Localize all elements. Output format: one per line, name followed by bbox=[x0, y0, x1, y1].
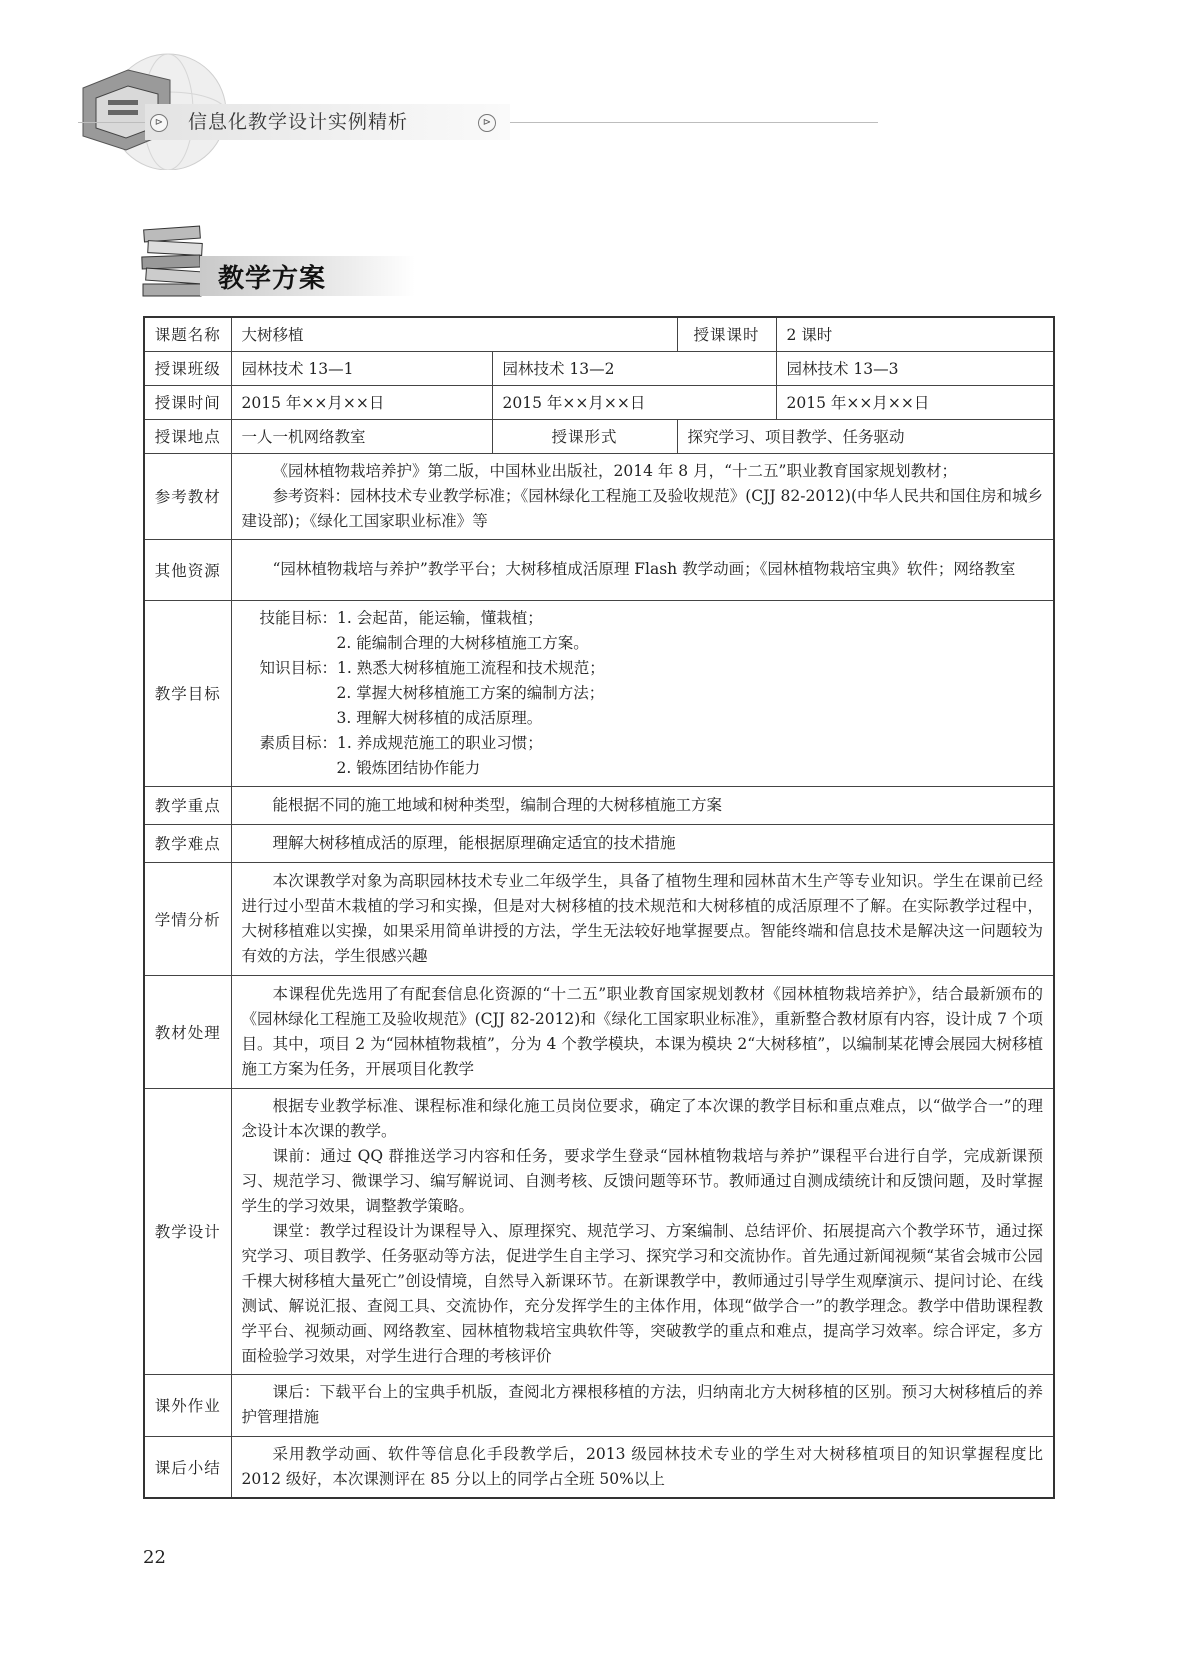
goal-line: 2. 掌握大树移植施工方案的编制方法； bbox=[336, 683, 605, 702]
key-label: 教学重点 bbox=[144, 786, 231, 824]
table-row bbox=[144, 1374, 1054, 1436]
class-cell: 园林技术 13—3 bbox=[776, 351, 1054, 385]
learner-cell bbox=[231, 862, 1054, 975]
key-text: 能根据不同的施工地域和树种类型，编制合理的大树移植施工方案 bbox=[272, 795, 723, 814]
table-row bbox=[144, 1088, 1054, 1374]
summary-label: 课后小结 bbox=[144, 1436, 231, 1498]
hours-value: 2 课时 bbox=[776, 317, 1054, 351]
time-label: 授课时间 bbox=[144, 385, 231, 419]
class-label: 授课班级 bbox=[144, 351, 231, 385]
goal-line: 素质目标：1. 养成规范施工的职业习惯； bbox=[259, 733, 543, 752]
time-cell: 2015 年××月××日 bbox=[231, 385, 492, 419]
table-row bbox=[144, 539, 1054, 600]
goal-line: 2. 能编制合理的大树移植施工方案。 bbox=[336, 633, 589, 652]
ref-line: 《园林植物栽培养护》第二版，中国林业出版社，2014 年 8 月，“十二五”职业教育国家规划教材； bbox=[272, 461, 957, 480]
header-bullet-icon: ⊳ bbox=[150, 114, 168, 132]
design-para: 课堂：教学过程设计为课程导入、原理探究、规范学习、方案编制、总结评价、拓展提高六个教学环节，通过探究学习、项目教学、任务驱动等方法，促进学生自主学习、探究学习和交流协作。首先通过新闻视频“某省会城市公园千棵大树移植大量死亡”创设情境，自然导入新课环节。在新课教学中，教师通过引导学生观摩演示、提问讨论、在线测试、解说汇报、查阅工具、交流协作，充分发挥学生的主体作用，体现“做学合一”的教学理念。教学中借助课程教学平台、视频动画、网络教室、园林植物栽培宝典软件等，突破教学的重点和难点，提高学习效率。综合评定，多方面检验学习效果，对学生进行合理的考核评价 bbox=[241, 1221, 1043, 1365]
goal-cell bbox=[231, 600, 1054, 786]
key-cell bbox=[231, 786, 1054, 824]
hours-label: 授课课时 bbox=[677, 317, 776, 351]
ref-line: 参考资料：园林技术专业教学标准；《园林绿化工程施工及验收规范》(CJJ 82-2012)(中华人民共和国住房和城乡建设部)；《绿化工国家职业标准》等 bbox=[241, 486, 1044, 530]
form-value: 探究学习、项目教学、任务驱动 bbox=[677, 419, 1054, 453]
design-label: 教学设计 bbox=[144, 1088, 231, 1374]
homework-cell bbox=[231, 1374, 1054, 1436]
form-label: 授课形式 bbox=[492, 419, 677, 453]
table-row bbox=[144, 786, 1054, 824]
course-label: 课题名称 bbox=[144, 317, 231, 351]
design-cell bbox=[231, 1088, 1054, 1374]
goal-line: 技能目标：1. 会起苗，能运输，懂栽植； bbox=[259, 608, 543, 627]
header-bullet-icon: ⊳ bbox=[478, 114, 496, 132]
design-para: 根据专业教学标准、课程标准和绿化施工员岗位要求，确定了本次课的教学目标和重点难点，以“做学合一”的理念设计本次课的教学。 bbox=[241, 1096, 1043, 1140]
goal-line: 2. 锻炼团结协作能力 bbox=[336, 758, 481, 777]
table-row bbox=[144, 385, 1054, 419]
table-row bbox=[144, 317, 1054, 351]
summary-cell bbox=[231, 1436, 1054, 1498]
table-row bbox=[144, 975, 1054, 1088]
learner-label: 学情分析 bbox=[144, 862, 231, 975]
lesson-plan-table bbox=[143, 316, 1055, 1499]
homework-text: 课后：下载平台上的宝典手机版，查阅北方裸根移植的方法，归纳南北方大树移植的区别。预习大树移植后的养护管理措施 bbox=[241, 1383, 1043, 1426]
material-cell bbox=[231, 975, 1054, 1088]
diff-label: 教学难点 bbox=[144, 824, 231, 862]
diff-text: 理解大树移植成活的原理，能根据原理确定适宜的技术措施 bbox=[272, 833, 676, 852]
summary-text: 采用教学动画、软件等信息化手段教学后，2013 级园林技术专业的学生对大树移植项目的知识掌握程度比 2012 级好，本次课测评在 85 分以上的同学占全班 50%以上 bbox=[241, 1444, 1043, 1488]
place-label: 授课地点 bbox=[144, 419, 231, 453]
ref-label: 参考教材 bbox=[144, 453, 231, 539]
section-title: 教学方案 bbox=[218, 264, 327, 294]
class-cell: 园林技术 13—2 bbox=[492, 351, 776, 385]
time-cell: 2015 年××月××日 bbox=[776, 385, 1054, 419]
class-cell: 园林技术 13—1 bbox=[231, 351, 492, 385]
course-value: 大树移植 bbox=[231, 317, 677, 351]
diff-cell bbox=[231, 824, 1054, 862]
res-label: 其他资源 bbox=[144, 539, 231, 600]
time-cell: 2015 年××月××日 bbox=[492, 385, 776, 419]
table-row bbox=[144, 351, 1054, 385]
goal-line: 3. 理解大树移植的成活原理。 bbox=[336, 708, 543, 727]
page-number: 22 bbox=[143, 1547, 166, 1568]
res-text: “园林植物栽培与养护”教学平台；大树移植成活原理 Flash 教学动画；《园林植物栽培宝典》软件；网络教室 bbox=[272, 560, 1016, 578]
table-row bbox=[144, 419, 1054, 453]
table-row bbox=[144, 824, 1054, 862]
table-row bbox=[144, 1436, 1054, 1498]
homework-label: 课外作业 bbox=[144, 1374, 231, 1436]
table-row bbox=[144, 600, 1054, 786]
ref-cell bbox=[231, 453, 1054, 539]
material-label: 教材处理 bbox=[144, 975, 231, 1088]
res-cell bbox=[231, 539, 1054, 600]
material-text: 本课程优先选用了有配套信息化资源的“十二五”职业教育国家规划教材《园林植物栽培养护》，结合最新颁布的《园林绿化工程施工及验收规范》(CJJ 82-2012)和《绿化工国家职业标准》，重新整合教材原有内容，设计成 7 个项目。其中，项目 2 为“园林植物栽植”，分为 4 个教学模块，本课为模块 2“大树移植”，以编制某花博会展园大树移植施工方案为任务，开展项目化教学 bbox=[241, 984, 1043, 1078]
running-title: 信息化教学设计实例精析 bbox=[188, 111, 409, 133]
goal-label: 教学目标 bbox=[144, 600, 231, 786]
learner-text: 本次课教学对象为高职园林技术专业二年级学生，具备了植物生理和园林苗木生产等专业知识。学生在课前已经进行过小型苗木栽植的学习和实操，但是对大树移植的技术规范和大树移植的成活原理不了解。在实际教学过程中，大树移植难以实操，如果采用简单讲授的方法，学生无法较好地掌握要点。智能终端和信息技术是解决这一问题较为有效的方法，学生很感兴趣 bbox=[241, 871, 1043, 965]
table-row bbox=[144, 862, 1054, 975]
table-row bbox=[144, 453, 1054, 539]
design-para: 课前：通过 QQ 群推送学习内容和任务，要求学生登录“园林植物栽培与养护”课程平台进行自学，完成新课预习、规范学习、微课学习、编写解说词、自测考核、反馈问题等环节。教师通过自测成绩统计和反馈问题，及时掌握学生的学习效果，调整教学策略。 bbox=[241, 1146, 1043, 1215]
place-value: 一人一机网络教室 bbox=[231, 419, 492, 453]
goal-line: 知识目标：1. 熟悉大树移植施工流程和技术规范； bbox=[259, 658, 605, 677]
